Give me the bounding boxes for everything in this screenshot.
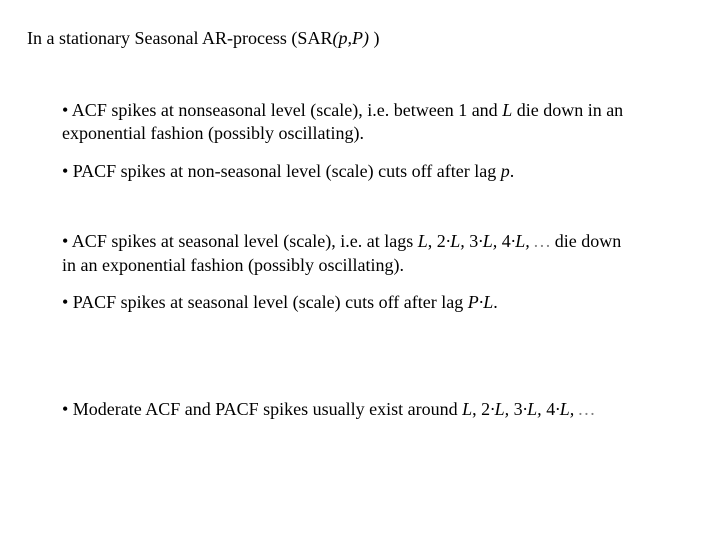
bullet-seasonal-pacf — [62, 291, 498, 313]
bullet-text: die down — [550, 231, 622, 251]
bullet-text: • ACF spikes at seasonal level (scale), i.e. at lags — [62, 231, 418, 251]
bullet-text: in an exponential fashion (possibly oscillating). — [62, 255, 404, 275]
bullet-text: 3 — [464, 231, 479, 251]
math-term: ·L, — [490, 399, 510, 419]
bullet-text: 4 — [497, 231, 511, 251]
math-term: ·L, — [555, 399, 575, 419]
math-p: p — [500, 161, 510, 181]
title-model-order: (p,P) — [332, 28, 369, 48]
math-L: L — [462, 399, 473, 419]
bullet-text: , 2 — [472, 399, 491, 419]
math-term: ·L, — [522, 399, 542, 419]
math-PL: P·L — [467, 292, 494, 312]
bullet-seasonal-acf-continued — [62, 254, 404, 276]
bullet-nonseasonal-pacf — [62, 160, 514, 182]
ellipsis: … — [574, 399, 595, 419]
bullet-nonseasonal-acf — [62, 99, 623, 121]
bullet-text: . — [509, 161, 515, 181]
bullet-text: • PACF spikes at seasonal level (scale) cuts off after lag — [62, 292, 468, 312]
bullet-text: 3 — [509, 399, 523, 419]
math-term: ·L, — [445, 231, 465, 251]
bullet-text: die down in an — [512, 100, 624, 120]
bullet-text: 4 — [541, 399, 556, 419]
math-term: ·L, — [478, 231, 498, 251]
title-close: ) — [368, 28, 380, 48]
bullet-nonseasonal-acf-continued — [62, 122, 364, 144]
bullet-seasonal-acf — [62, 230, 621, 252]
title-text: In a stationary Seasonal AR-process (SAR — [27, 28, 333, 48]
bullet-text: • PACF spikes at non-seasonal level (scale) cuts off after lag — [62, 161, 501, 181]
math-term: ·L, — [510, 231, 530, 251]
bullet-text: , 2 — [427, 231, 446, 251]
ellipsis: … — [529, 231, 551, 251]
bullet-text: • ACF spikes at nonseasonal level (scale), i.e. between 1 and — [62, 100, 503, 120]
bullet-moderate-spikes — [62, 398, 595, 420]
bullet-text: • Moderate ACF and PACF spikes usually exist around — [62, 399, 463, 419]
bullet-text: . — [493, 292, 498, 312]
math-L: L — [417, 231, 428, 251]
bullet-text: exponential fashion (possibly oscillating). — [62, 123, 364, 143]
slide-title — [27, 27, 379, 49]
math-L: L — [502, 100, 513, 120]
